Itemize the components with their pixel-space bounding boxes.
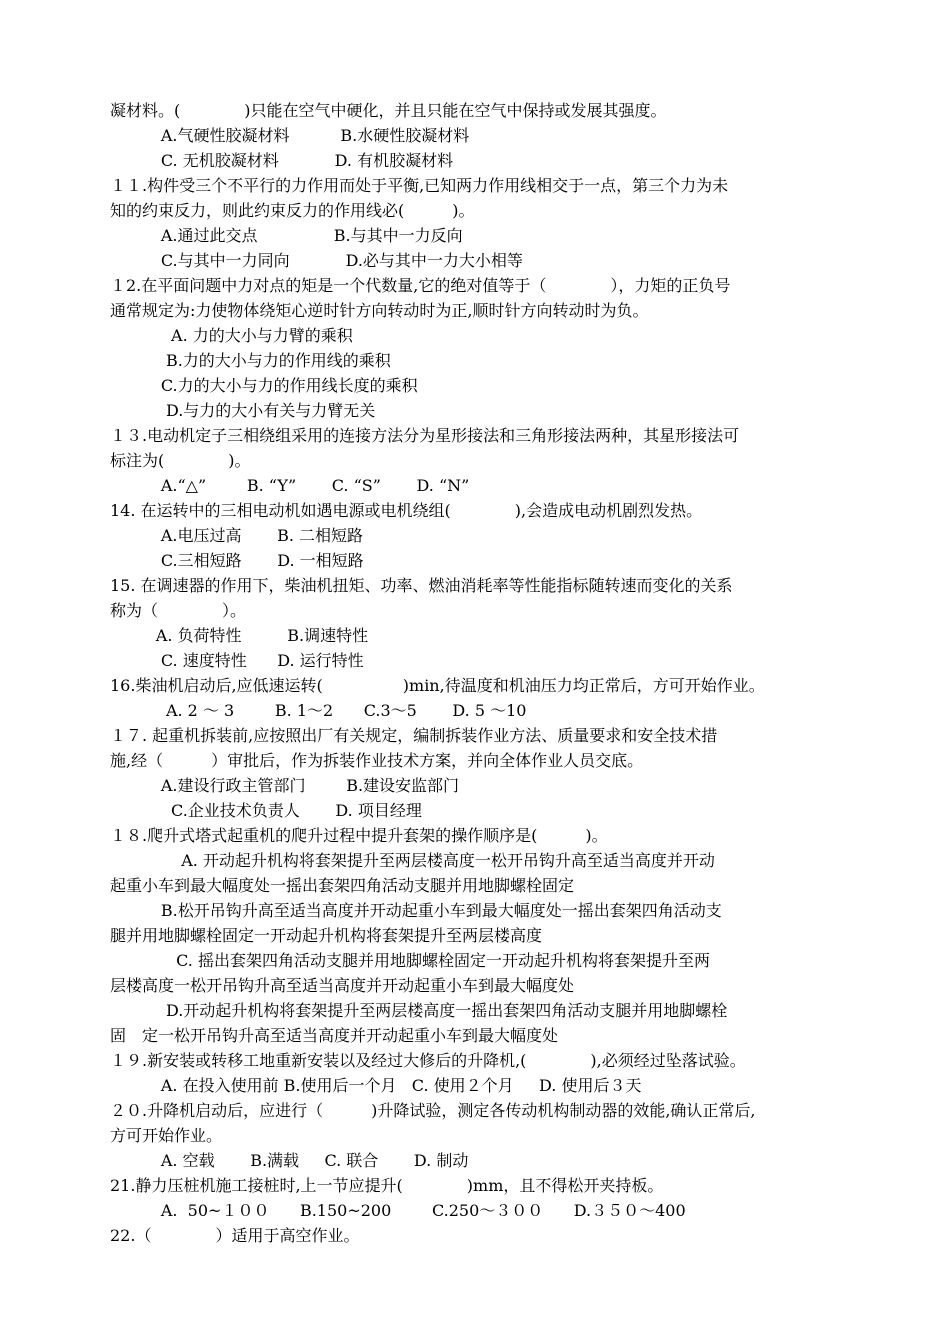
q18-option-d-cont: 固 定一松开吊钩升高至适当高度并开动起重小车到最大幅度处 [110,1026,559,1045]
question-22-stem: 22.（ ）适用于高空作业。 [110,1226,360,1245]
q12-option-a: A. 力的大小与力臂的乘积 [110,326,353,345]
q18-option-a-cont: 起重小车到最大幅度处一摇出套架四角活动支腿并用地脚螺栓固定 [110,876,575,895]
q12-option-d: D.与力的大小有关与力臂无关 [110,401,376,420]
question-15-stem-cont: 称为（ ）。 [110,601,247,620]
question-21-stem: 21.静力压桩机施工接桩时,上一节应提升( )mm，且不得松开夹持板。 [110,1176,664,1195]
question-19-stem: １９.新安装或转移工地重新安装以及经过大修后的升降机,( ),必须经过坠落试验。 [110,1051,746,1070]
q16-options: A. 2 ～ 3 B. 1～2 C.3～5 D. 5 ～10 [110,701,527,720]
question-20-stem-cont: 方可开始作业。 [110,1126,223,1145]
q11-options-ab: A.通过此交点 B.与其中一力反向 [110,226,463,245]
q14-options-ab: A.电压过高 B. 二相短路 [110,526,364,545]
q19-options: A. 在投入使用前 B.使用后一个月 C. 使用２个月 D. 使用后３天 [110,1076,642,1095]
q15-options-cd: C. 速度特性 D. 运行特性 [110,651,364,670]
q20-options: A. 空载 B.满载 C. 联合 D. 制动 [110,1151,469,1170]
question-13-stem: １３.电动机定子三相绕组采用的连接方法分为星形接法和三角形接法两种，其星形接法可 [110,426,740,445]
question-20-stem: ２０.升降机启动后，应进行（ )升降试验，测定各传动机构制动器的效能,确认正常后, [110,1101,756,1120]
q10-options-ab: A.气硬性胶凝材料 B.水硬性胶凝材料 [110,126,470,145]
q18-option-c-cont: 层楼高度一松开吊钩升高至适当高度并开动起重小车到最大幅度处 [110,976,575,995]
q18-option-b-cont: 腿并用地脚螺栓固定一开动起升机构将套架提升至两层楼高度 [110,926,543,945]
question-18-stem: １８.爬升式塔式起重机的爬升过程中提升套架的操作顺序是( )。 [110,826,608,845]
question-16-stem: 16.柴油机启动后,应低速运转( )min,待温度和机油压力均正常后，方可开始作业。 [110,676,765,695]
q18-option-a: A. 开动起升机构将套架提升至两层楼高度一松开吊钩升高至适当高度并开动 [110,851,715,870]
question-12-stem: １2.在平面问题中力对点的矩是一个代数量,它的绝对值等于（ ），力矩的正负号 [110,276,731,295]
question-11-stem-cont: 知的约束反力，则此约束反力的作用线必( )。 [110,201,475,220]
question-10-stem-end: 凝材料。( )只能在空气中硬化，并且只能在空气中保持或发展其强度。 [110,101,667,120]
q14-options-cd: C.三相短路 D. 一相短路 [110,551,364,570]
q15-options-ab: A. 负荷特性 B.调速特性 [110,626,369,645]
question-17-stem: １７. 起重机拆装前,应按照出厂有关规定，编制拆装作业方法、质量要求和安全技术措 [110,726,718,745]
question-15-stem: 15. 在调速器的作用下，柴油机扭矩、功率、燃油消耗率等性能指标随转速而变化的关系 [110,576,733,595]
question-12-stem-cont: 通常规定为:力使物体绕矩心逆时针方向转动时为正,顺时针方向转动时为负。 [110,301,649,320]
q17-options-cd: C.企业技术负责人 D. 项目经理 [110,801,422,820]
q13-options: A.“△” B. “Y” C. “S” D. “N” [110,476,470,495]
question-13-stem-cont: 标注为( )。 [110,451,251,470]
q11-options-cd: C.与其中一力同向 D.必与其中一力大小相等 [110,251,523,270]
q17-options-ab: A.建设行政主管部门 B.建设安监部门 [110,776,460,795]
q18-option-b: B.松开吊钩升高至适当高度并开动起重小车到最大幅度处一摇出套架四角活动支 [110,901,722,920]
question-11-stem: １１.构件受三个不平行的力作用而处于平衡,已知两力作用线相交于一点，第三个力为未 [110,176,729,195]
question-14-stem: 14. 在运转中的三相电动机如遇电源或电机绕组( ),会造成电动机剧烈发热。 [110,501,703,520]
question-17-stem-cont: 施,经（ ）审批后，作为拆装作业技术方案，并向全体作业人员交底。 [110,751,644,770]
q12-option-b: B.力的大小与力的作用线的乘积 [110,351,391,370]
q12-option-c: C.力的大小与力的作用线长度的乘积 [110,376,418,395]
q10-options-cd: C. 无机胶凝材料 D. 有机胶凝材料 [110,151,454,170]
q18-option-d: D.开动起升机构将套架提升至两层楼高度一摇出套架四角活动支腿并用地脚螺栓 [110,1001,728,1020]
q21-options: A. 50~１００ B.150~200 C.250～３００ D.３５０～400 [110,1201,686,1220]
q18-option-c: C. 摇出套架四角活动支腿并用地脚螺栓固定一开动起升机构将套架提升至两 [110,951,710,970]
